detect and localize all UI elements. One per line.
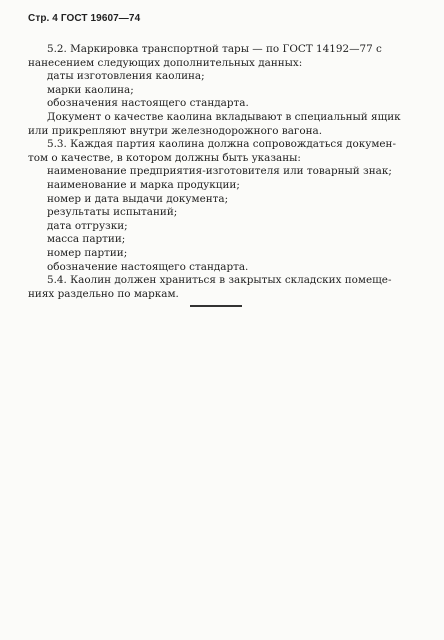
paragraph-5-2-line-2: нанесением следующих дополнительных данных: <box>28 56 303 69</box>
end-rule <box>190 305 242 307</box>
page-header: Стр. 4 ГОСТ 19607—74 <box>28 13 141 24</box>
paragraph-5-4-line-1: 5.4. Каолин должен храниться в закрытых складских помеще- <box>47 274 392 287</box>
paragraph-5-2-line-1: 5.2. Маркировка транспортной тары — по ГОСТ 14192—77 с <box>47 43 382 55</box>
list-item: результаты испытаний; <box>47 206 178 219</box>
document-body <box>28 43 408 301</box>
paragraph-5-3-line-1: 5.3. Каждая партия каолина должна сопровождаться докумен- <box>47 138 396 151</box>
paragraph-5-4-line-2: ниях раздельно по маркам. <box>28 287 179 300</box>
paragraph-quality-doc-line-2: или прикрепляют внутри железнодорожного вагона. <box>28 124 323 137</box>
list-item: номер партии; <box>47 246 128 259</box>
list-item: наименование и марка продукции; <box>47 178 240 191</box>
list-item: марки каолина; <box>47 83 134 96</box>
list-item: даты изготовления каолина; <box>47 70 205 83</box>
list-item: номер и дата выдачи документа; <box>47 192 229 205</box>
paragraph-quality-doc-line-1: Документ о качестве каолина вкладывают в специальный ящик <box>47 110 401 123</box>
list-item: дата отгрузки; <box>47 219 128 232</box>
list-item: наименование предприятия-изготовителя или товарный знак; <box>47 165 392 178</box>
list-item: обозначение настоящего стандарта. <box>47 260 249 273</box>
list-item: обозначения настоящего стандарта. <box>47 97 249 110</box>
list-item: масса партии; <box>47 233 126 246</box>
paragraph-5-3-line-2: том о качестве, в котором должны быть указаны: <box>28 151 301 164</box>
